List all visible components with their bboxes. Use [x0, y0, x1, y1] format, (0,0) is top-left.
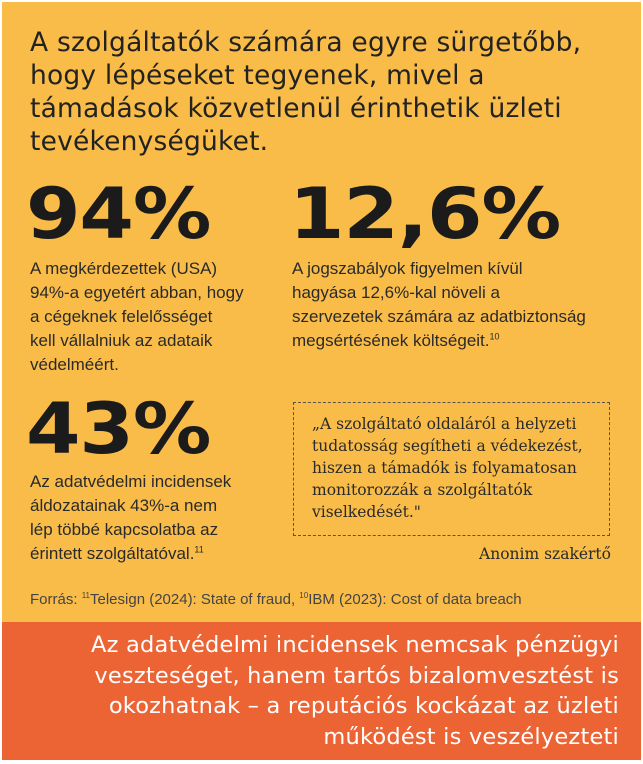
quote-box — [293, 402, 610, 536]
source-ref-text: Telesign (2024): State of fraud, — [90, 591, 300, 608]
conclusion-banner — [2, 622, 641, 760]
stat-description-43 — [30, 470, 275, 566]
source-line — [30, 591, 630, 608]
stat-value-43: 43% — [26, 388, 211, 470]
source-prefix: Forrás: — [30, 591, 82, 608]
stat-text: Az adatvédelmi incidensek áldozatainak 43%-a nem lép többé kapcsolatba az érintett szolgáltatóval. — [30, 472, 232, 563]
stat-description-12-6 — [292, 257, 637, 353]
expert-quote: „A szolgáltató oldaláról a helyzeti tudatosság segítheti a védekezést, hiszen a támadók is folyamatosan monitorozzák a szolgáltatók viselkedését." — [312, 415, 583, 521]
stat-description-94 — [30, 257, 275, 377]
stat-value-94: 94% — [26, 173, 211, 255]
infographic-page — [2, 2, 641, 760]
stat-text: A megkérdezettek (USA) 94%-a egyetért abban, hogy a cégeknek felelősséget kell vállalniuk az adataik védelméért. — [30, 259, 244, 374]
source-ref-number: 10 — [299, 591, 309, 600]
headline: A szolgáltatók számára egyre sürgetőbb, hogy lépéseket tegyenek, mivel a támadások közvetlenül érinthetik üzleti tevékenységüket. — [30, 27, 582, 157]
stat-value-12-6: 12,6% — [289, 173, 561, 255]
quote-attribution: Anonim szakértő — [479, 545, 611, 563]
footnote-marker: 11 — [194, 544, 204, 555]
source-ref-text: IBM (2023): Cost of data breach — [308, 591, 522, 608]
source-ref-number: 11 — [81, 591, 90, 600]
footnote-marker: 10 — [489, 331, 500, 342]
banner-text: Az adatvédelmi incidensek nemcsak pénzügyi veszteséget, hanem tartós bizalomvesztést is okozhatnak – a reputációs kockázat az üzleti működést is veszélyezteti — [91, 632, 619, 750]
stat-text: A jogszabályok figyelmen kívül hagyása 12,6%-kal növeli a szervezetek számára az adatbiztonság megsértésének költségeit. — [292, 259, 586, 350]
